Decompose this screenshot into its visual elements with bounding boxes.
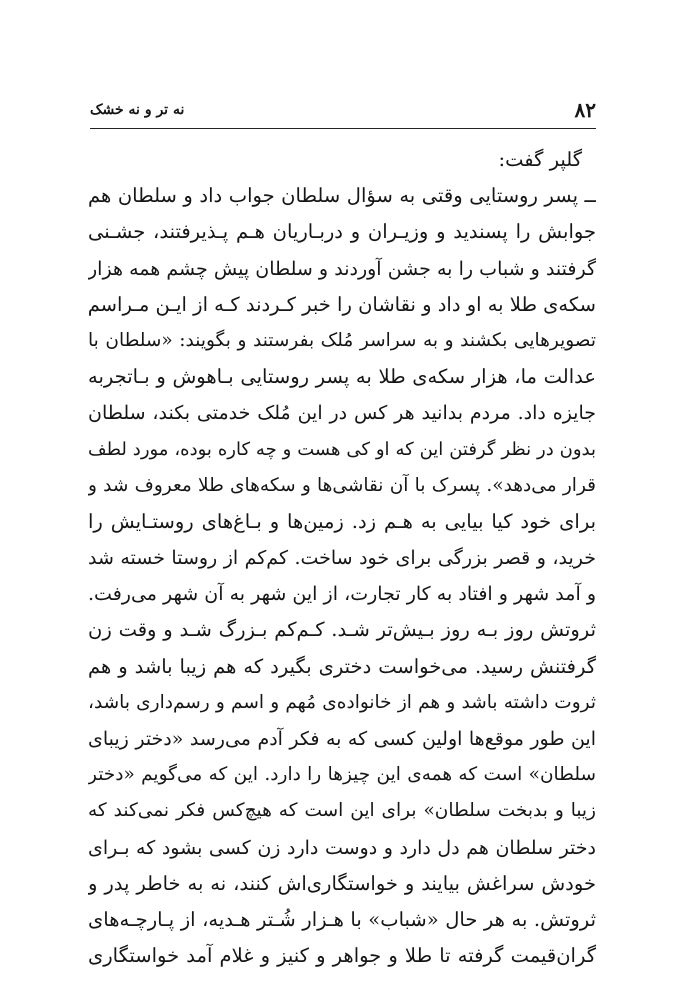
body-line: ثروت داشته باشد و هم از خانواده‌ی مُهم و اسم و رسم‌داری باشد،: [88, 691, 596, 713]
body-line: زیبا و بدبخت سلطان» برای این است که هیچ‌کس فکر نمی‌کند که: [88, 800, 596, 822]
body-line: عدالت ما، هزار سکه‌ی طلا به پسر روستایی بـاهوش و بـاتجربه: [88, 365, 596, 389]
body-line: سکه‌ی طلا به او داد و نقاشان را خبر کـردند کـه از ایـن مـراسم: [88, 292, 596, 316]
body-line: و آمد شهر و افتاد به کار تجارت، از این شهر به آن شهر می‌رفت.: [88, 583, 596, 606]
running-title: نه تر و نه خشک: [90, 102, 185, 118]
body-line: دختر سلطان هم دل دارد و دوست دارد زن کسی بشود که بـرای: [88, 836, 596, 859]
body-line: گرفتند و شباب را به جشن آوردند و سلطان پیش چشم همه هزار: [88, 257, 596, 280]
page-number: ۸۲: [574, 98, 596, 122]
body-line: ــ پسر روستایی وقتی به سؤال سلطان جواب داد و سلطان هم: [88, 184, 596, 208]
body-line: سلطان» است که همه‌ی این چیزها را دارد. این که می‌گویم «دختر: [88, 764, 596, 786]
body-line: خودش سراغش بیایند و خواستگاری‌اش کنند، نه به خاطر پدر و: [88, 871, 596, 895]
body-line: جایزه داد. مردم بدانید هر کس در این مُلک خدمتی بکند، سلطان: [88, 402, 596, 425]
body-line: بدون در نظر گرفتن این که او کی هست و چه کاره بوده، مورد لطف: [88, 438, 596, 460]
body-line: تصویرهایی بکشند و به سراسر مُلک بفرستند و بگویند: «سلطان با: [88, 329, 596, 351]
body-line: گرفتنش رسید. می‌خواست دختری بگیرد که هم زیبا باشد و هم: [88, 654, 596, 678]
body-line: ثروتش روز بـه روز بـیش‌تر شـد. کـم‌کم بـزرگ شـد و وقت زن: [88, 618, 596, 642]
body-line: خرید، و قصر بزرگی برای خود ساخت. کم‌کم از روستا خسته شد: [88, 547, 596, 570]
body-text: [88, 142, 596, 974]
body-line: قرار می‌دهد». پسرک با آن نقاشی‌ها و سکه‌های طلا معروف شد و: [88, 474, 596, 496]
page-header: [90, 98, 596, 129]
body-line: این طور موقع‌ها اولین کسی که به فکر آدم می‌رسد «دختر زیبای: [88, 728, 596, 750]
body-line: جوابش را پسندید و وزیـران و دربـاریان هـم پـذیرفتند، جشـنی: [88, 220, 596, 244]
body-line: برای خود کیا بیایی به هـم زد. زمین‌ها و بـاغ‌های روستـایش را: [88, 509, 596, 533]
body-line: گلپر گفت:: [498, 148, 582, 171]
body-line: ثروتش. به هر حال «شباب» با هـزار شُـتر هـدیه، از پـارچـه‌های: [88, 907, 596, 931]
body-line: گران‌قیمت گرفته تا طلا و جواهر و کنیز و غلام آمد خواستگاری: [88, 944, 596, 968]
